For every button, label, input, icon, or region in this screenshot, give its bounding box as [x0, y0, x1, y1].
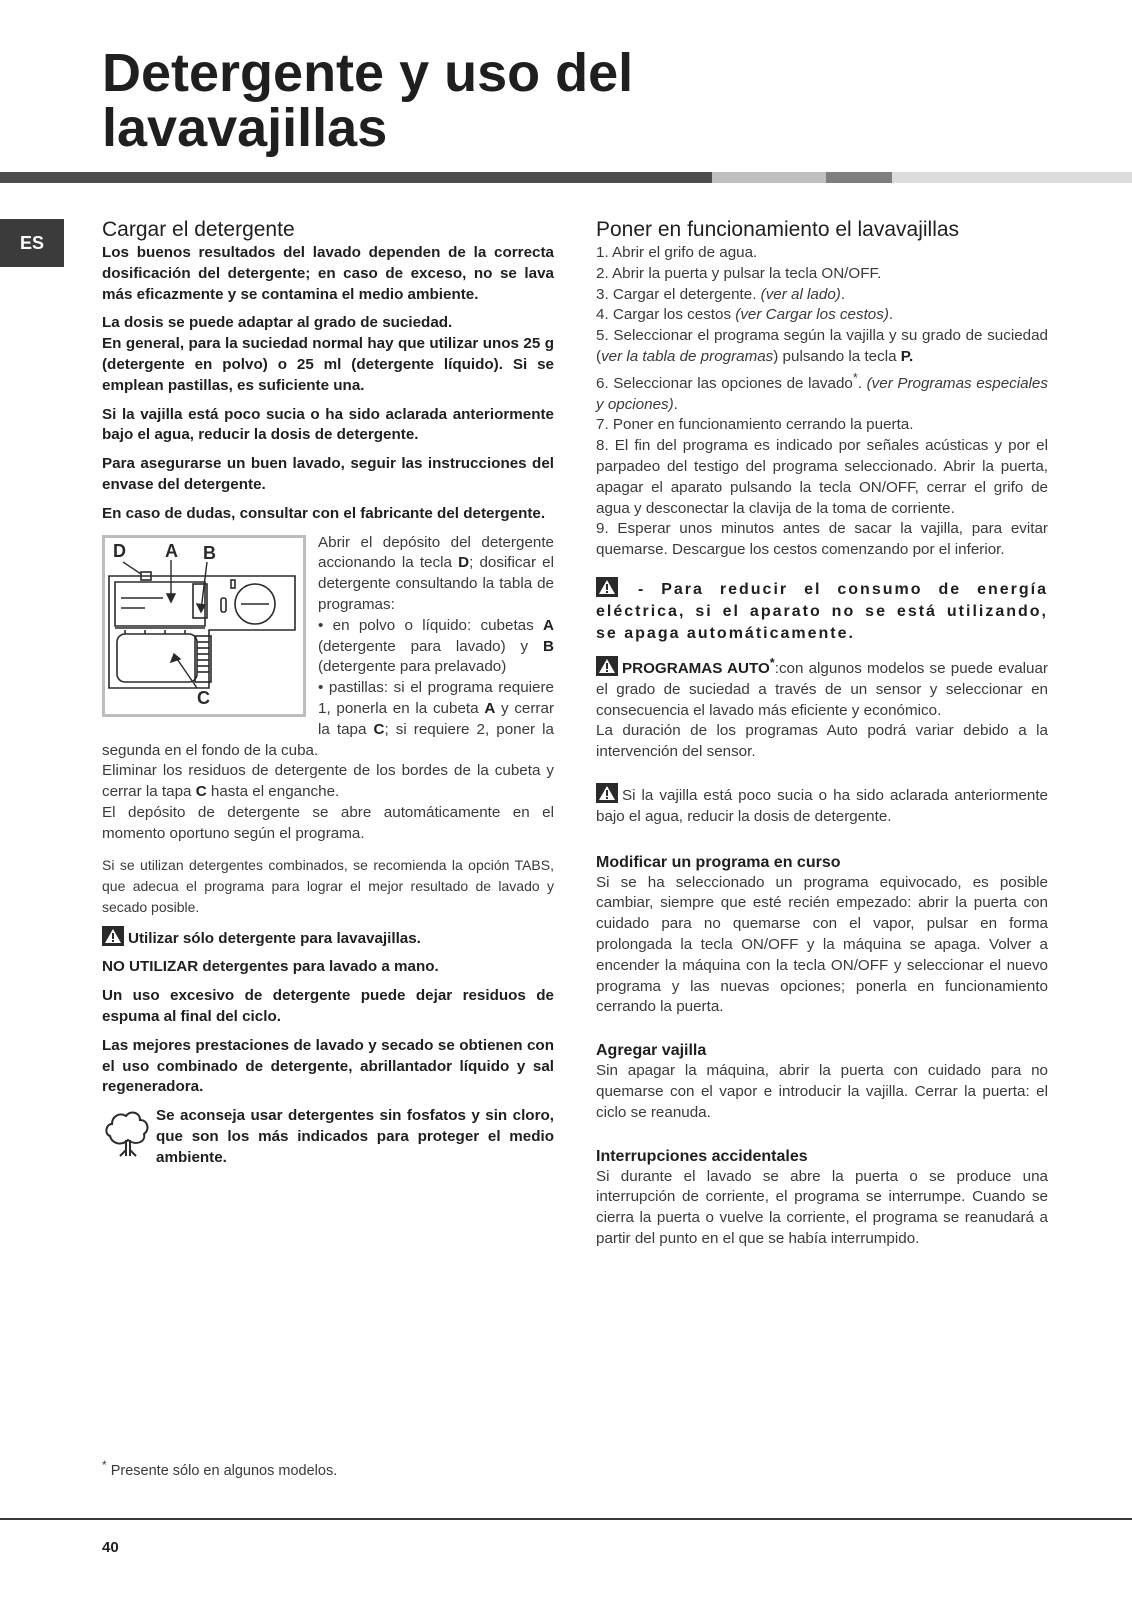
header-rule-mid [826, 172, 892, 183]
header-rule-light [712, 172, 826, 183]
step-5: 5. Seleccionar el programa según la vajilla y su grado de suciedad (ver la tabla de programas) pulsando la tecla P. [596, 327, 1048, 365]
auto-duration-paragraph: La duración de los programas Auto podrá variar debido a la intervención del sensor. [596, 722, 1048, 761]
best-results-paragraph: Las mejores prestaciones de lavado y secado se obtienen con el uso combinado de detergente, abrillantador líquido y sal regeneradora. [102, 1036, 554, 1096]
warning-icon [596, 656, 618, 676]
modify-program-heading: Modificar un programa en curso [596, 853, 841, 871]
page-title [102, 43, 902, 158]
intro-paragraph: Los buenos resultados del lavado dependen de la correcta dosificación del detergente; en caso de exceso, no se lava más eficazmente y se contamina el medio ambiente. [102, 244, 554, 303]
page-number: 40 [102, 1539, 119, 1556]
tree-icon [102, 1106, 154, 1160]
only-detergent-warning: Utilizar sólo detergente para lavavajillas. [102, 926, 554, 950]
footer-rule [0, 1518, 1132, 1520]
dose-paragraph-2: En general, para la suciedad normal hay que utilizar unos 25 g (detergente en polvo) o 25 ml (detergente líquido). Si se emplean pastillas, es suficiente una. [102, 335, 554, 394]
eco-note [102, 1106, 554, 1168]
doubts-paragraph: En caso de dudas, consultar con el fabricante del detergente. [102, 504, 546, 522]
label-d: D [113, 540, 126, 561]
warning-icon [102, 926, 124, 946]
interruptions-text: Si durante el lavado se abre la puerta o se produce una interrupción de corriente, el programa se interrumpe. Cuando se cierra la puerta o vuelve la corriente, el programa se reanudará a partir del punto en el que se había interrumpido. [596, 1167, 1048, 1248]
eco-paragraph: Se aconseja usar detergentes sin fosfatos y sin cloro, que son los más indicados para proteger el medio ambiente. [156, 1107, 554, 1166]
header-rule-pale [892, 172, 1132, 183]
tabs-note: Si se utilizan detergentes combinados, se recomienda la opción TABS, que adecua el programa para lograr el mejor resultado de lavado y secado posible. [102, 856, 554, 915]
dose-paragraph-1: La dosis se puede adaptar al grado de suciedad. [102, 314, 453, 332]
step-4: 4. Cargar los cestos (ver Cargar los cestos). [596, 306, 894, 324]
load-detergent-heading: Cargar el detergente [102, 218, 295, 241]
auto-programs-paragraph: PROGRAMAS AUTO*:con algunos modelos se puede evaluar el grado de suciedad a través de un sensor y seleccionar en consecuencia el lavado más eficiente y económico. [596, 656, 1048, 719]
step-8: 8. El fin del programa es indicado por señales acústicas y por el parpadeo del testigo del programa seleccionado. Abrir la puerta, apagar el aparato pulsando la tecla ON/OFF, cerrar el grifo de agua y desconectar la clavija de la toma de corriente. [596, 437, 1048, 517]
modify-program-text: Si se ha seleccionado un programa equivocado, es posible cambiar, siempre que esté recién empezado: abrir la puerta con cuidado para no quemarse con el vapor, pulsar en forma prolongada la tecla ON/OFF y la máquina se apaga. Volver a encender la máquina con la tecla ON/OFF y seleccionar el nuevo programa y las nuevas opciones; ponerla en funcionamiento cerrando la puerta. [596, 873, 1048, 1016]
step-7: 7. Poner en funcionamiento cerrando la puerta. [596, 416, 914, 434]
title-line-1: Detergente y uso del [102, 43, 634, 103]
instructions-paragraph: Para asegurarse un buen lavado, seguir las instrucciones del envase del detergente. [102, 455, 554, 493]
footnote: * Presente sólo en algunos modelos. [102, 1458, 338, 1479]
step-2: 2. Abrir la puerta y pulsar la tecla ON/OFF. [596, 264, 882, 282]
add-dishes-text: Sin apagar la máquina, abrir la puerta con cuidado para no quemarse con el vapor e introducir la vajilla. Cerrar la puerta: el ciclo se reanuda. [596, 1062, 1048, 1121]
start-dishwasher-heading: Poner en funcionamiento el lavavajillas [596, 218, 960, 241]
dispenser-outline [109, 572, 295, 688]
energy-warning: - Para reducir el consumo de energía eléctrica, si el aparato no se está utilizando, se apaga automáticamente. [596, 577, 1048, 645]
label-b: B [203, 542, 216, 563]
label-a: A [165, 540, 178, 561]
header-rule-dark [0, 172, 712, 183]
add-dishes-heading: Agregar vajilla [596, 1042, 707, 1060]
right-column [596, 217, 1048, 1258]
left-column [102, 217, 554, 1168]
excess-paragraph: Un uso excesivo de detergente puede dejar residuos de espuma al final del ciclo. [102, 987, 554, 1025]
rinse-paragraph: Si la vajilla está poco sucia o ha sido aclarada anteriormente bajo el agua, reducir la dosis de detergente. [102, 405, 554, 444]
label-c: C [197, 687, 210, 708]
warning-icon [596, 577, 618, 597]
dispenser-diagram [105, 538, 303, 714]
rinse-warning-paragraph: Si la vajilla está poco sucia o ha sido aclarada anteriormente bajo el agua, reducir la dosis de detergente. [596, 783, 1048, 828]
step-6: 6. Seleccionar las opciones de lavado*. (ver Programas especiales y opciones). [596, 370, 1048, 413]
dispenser-figure [102, 535, 306, 717]
step-1: 1. Abrir el grifo de agua. [596, 244, 758, 261]
interruptions-heading: Interrupciones accidentales [596, 1147, 808, 1165]
warning-icon [596, 783, 618, 803]
no-handwash-paragraph: NO UTILIZAR detergentes para lavado a mano. [102, 958, 439, 976]
steps-list [596, 243, 1048, 561]
step-9: 9. Esperar unos minutos antes de sacar la vajilla, para evitar quemarse. Descargue los cestos comenzando por el inferior. [596, 520, 1048, 559]
dispenser-instructions: Abrir el depósito del detergente accionando la tecla D; dosificar el detergente consultando la tabla de programas: • en polvo o líquido: cubetas A (detergente para lavado) y B (detergente para prelavado) • pastillas: si el programa requiere 1, ponerla en la cubeta A y cerrar la tapa C; si requiere 2, poner la segunda en el fondo de la cuba. Eliminar los residuos de detergente de los bordes de la cubeta y cerrar la tapa C hasta el enganche. El depósito de detergente se abre automáticamente en el momento oportuno según el programa. [102, 533, 554, 842]
step-3: 3. Cargar el detergente. (ver al lado). [596, 285, 846, 303]
title-line-2: lavavajillas [102, 98, 388, 158]
language-tab: ES [0, 219, 64, 267]
